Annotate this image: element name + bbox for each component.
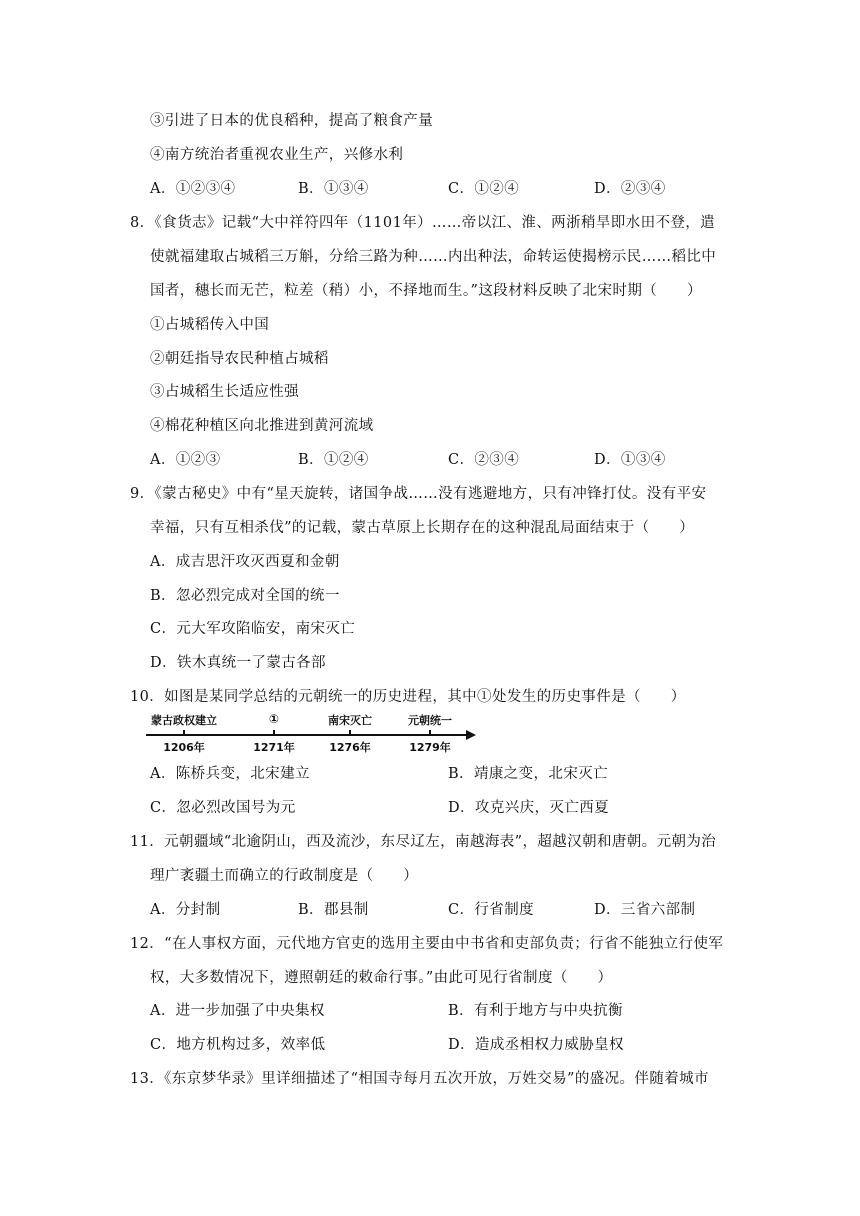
q7-option-c[interactable]: C．①②④ [448,181,520,197]
timeline-tick [349,730,351,735]
timeline-year: 1206年 [163,741,205,754]
timeline-tick [183,730,185,735]
q12-option-c[interactable]: C．地方机构过多，效率低 [150,1037,326,1053]
q10-option-d[interactable]: D．攻克兴庆，灭亡西夏 [448,800,610,816]
q8-stem-line-2: 使就福建取占城稻三万斛，分给三路为种……内出种法，命转运使揭榜示民……稻比中 [150,249,717,265]
q8-option-a[interactable]: A．①②③ [150,452,221,468]
q11-option-d[interactable]: D．三省六部制 [594,902,696,918]
q8-statement-4: ④棉花种植区向北推进到黄河流域 [150,418,374,434]
timeline-year: 1276年 [329,741,371,754]
q8-option-c[interactable]: C．②③④ [448,452,520,468]
q12-option-a[interactable]: A．进一步加强了中央集权 [150,1003,325,1019]
timeline-arrow-icon [466,730,476,740]
q10-option-c[interactable]: C．忽必烈改国号为元 [150,800,296,816]
yuan-unification-timeline [146,712,478,754]
q11-stem-line-1: 11．元朝疆域“北逾阴山，西及流沙，东尽辽左，南越海表”，超越汉朝和唐朝。元朝为治 [130,834,717,850]
timeline-axis [146,734,468,736]
timeline-event-label: ① [268,712,280,726]
q10-option-b[interactable]: B．靖康之变，北宋灭亡 [448,766,609,782]
q7-option-b[interactable]: B．①③④ [298,181,369,197]
q7-option-d[interactable]: D．②③④ [594,181,666,197]
q8-statement-3: ③占城稻生长适应性强 [150,384,299,400]
q9-stem-line-2: 幸福，只有互相杀伐”的记载，蒙古草原上长期存在的这种混乱局面结束于（ ） [150,520,695,536]
q11-option-b[interactable]: B．郡县制 [298,902,369,918]
q8-stem-line-1: 8．《食货志》记载“大中祥符四年（1101年）……帝以江、淮、两浙稍旱即水田不登，遣 [130,215,716,231]
q10-option-a[interactable]: A．陈桥兵变，北宋建立 [150,766,310,782]
q7-statement-4: ④南方统治者重视农业生产，兴修水利 [150,147,404,163]
timeline-year: 1279年 [409,741,451,754]
q8-option-b[interactable]: B．①②④ [298,452,369,468]
timeline-event-label: 南宋灭亡 [328,714,372,727]
q11-stem-line-2: 理广袤疆土而确立的行政制度是（ ） [150,868,419,884]
q12-stem-line-1: 12．“在人事权方面，元代地方官吏的选用主要由中书省和吏部负责；行省不能独立行使军 [130,936,724,952]
timeline-tick [429,730,431,735]
q9-option-d[interactable]: D．铁木真统一了蒙古各部 [150,655,326,671]
q12-option-b[interactable]: B．有利于地方与中央抗衡 [448,1003,623,1019]
q10-stem-line-1: 10．如图是某同学总结的元朝统一的历史进程，其中①处发生的历史事件是（ ） [130,689,686,705]
q12-option-d[interactable]: D．造成丞相权力威胁皇权 [448,1037,624,1053]
q9-option-a[interactable]: A．成吉思汗攻灭西夏和金朝 [150,554,340,570]
q8-stem-line-3: 国者，穗长而无芒，粒差（稍）小，不择地而生。”这段材料反映了北宋时期（ ） [150,283,702,299]
q12-stem-line-2: 权，大多数情况下，遵照朝廷的敕命行事。”由此可见行省制度（ ） [150,970,613,986]
q9-option-c[interactable]: C．元大军攻陷临安，南宋灭亡 [150,621,356,637]
timeline-year: 1271年 [253,741,295,754]
q8-statement-1: ①占城稻传入中国 [150,317,270,333]
q11-option-a[interactable]: A．分封制 [150,902,221,918]
timeline-tick [273,730,275,735]
q7-option-a[interactable]: A．①②③④ [150,181,236,197]
timeline-event-label: 蒙古政权建立 [151,714,217,727]
q8-option-d[interactable]: D．①③④ [594,452,666,468]
q8-statement-2: ②朝廷指导农民种植占城稻 [150,351,329,367]
timeline-event-label: 元朝统一 [408,714,452,727]
q13-stem-line-1: 13．《东京梦华录》里详细描述了“相国寺每月五次开放，万姓交易”的盛况。伴随着城市 [130,1071,709,1087]
q9-stem-line-1: 9．《蒙古秘史》中有“星天旋转，诸国争战……没有逃避地方，只有冲锋打仗。没有平安 [130,486,707,502]
q9-option-b[interactable]: B．忽必烈完成对全国的统一 [150,588,340,604]
q7-statement-3: ③引进了日本的优良稻种，提高了粮食产量 [150,113,434,129]
q11-option-c[interactable]: C．行省制度 [448,902,534,918]
